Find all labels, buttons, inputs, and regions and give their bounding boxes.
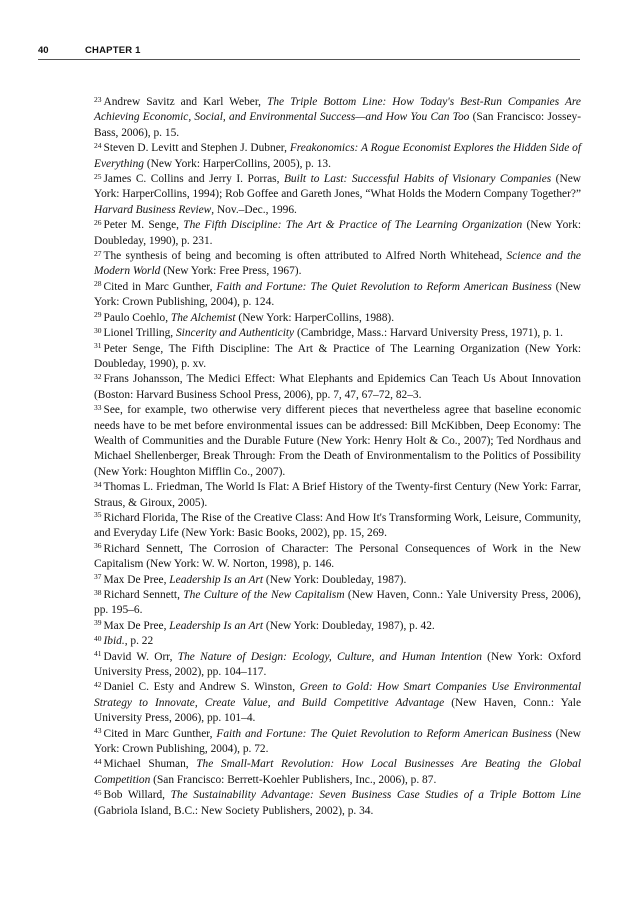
endnote-number: 35: [94, 510, 102, 520]
endnote-number: 25: [94, 171, 102, 181]
endnote-36: [94, 542, 581, 573]
endnote-text: Peter Senge, The Fifth Discipline: The Art & Practice of The Learning Organization (New York: Doubleday, 1990), p. xv.: [94, 342, 581, 370]
endnote-number: 30: [94, 325, 102, 335]
endnote-number: 27: [94, 248, 102, 258]
endnote-title-italic: Ibid.: [103, 635, 125, 648]
endnote-number: 31: [94, 341, 102, 350]
endnote-text: Lionel Trilling,: [103, 327, 176, 340]
endnote-text: Richard Florida, The Rise of the Creative Class: And How It's Transforming Work, Leisure, Community, and Everyday Life (New York: Basic Books, 2002), pp. 15, 269.: [94, 511, 581, 540]
chapter-label: CHAPTER 1: [85, 45, 141, 56]
endnote-text: , Nov.–Dec., 1996.: [211, 203, 297, 216]
endnote-title-italic: Sincerity and Authenticity: [175, 327, 295, 340]
endnote-text: David W. Orr,: [103, 650, 178, 663]
endnote-text: Thomas L. Friedman, The World Is Flat: A Brief History of the Twenty-first Century (New York: Farrar, Straus, & Giroux, 2005).: [94, 481, 581, 509]
endnote-38: [94, 588, 581, 619]
endnote-text: Richard Sennett, The Corrosion of Character: The Personal Consequences of Work in the New Capitalism (New York: W. W. Norton, 1998), p. 146.: [94, 542, 581, 571]
endnote-26: [94, 218, 581, 249]
endnote-text: (Gabriola Island, B.C.: New Society Publishers, 2002), p. 34.: [94, 804, 374, 817]
endnote-number: 34: [94, 479, 102, 489]
endnote-text: Daniel C. Esty and Andrew S. Winston,: [103, 681, 300, 694]
endnote-title-italic: Green to Gold: How Smart Companies Use Environmental Strategy to Innovate, Create Value, and Build Competitive Advantage: [94, 681, 581, 709]
endnote-number: 40: [94, 633, 102, 643]
endnote-number: 41: [94, 649, 102, 659]
endnote-41: [94, 650, 581, 681]
endnote-37: [94, 573, 581, 588]
endnote-45: [94, 788, 581, 819]
endnote-number: 38: [94, 587, 102, 597]
endnote-number: 45: [94, 787, 102, 797]
endnote-number: 29: [94, 310, 102, 320]
endnote-number: 23: [94, 94, 102, 104]
endnote-39: [94, 619, 581, 634]
endnote-40: [94, 634, 581, 649]
endnote-44: [94, 757, 581, 788]
endnote-text: Cited in Marc Gunther,: [103, 280, 217, 293]
endnote-title-italic: Leadership Is an Art: [169, 619, 264, 632]
endnote-number: 36: [94, 541, 102, 551]
endnote-text: (New York: HarperCollins, 2005), p. 13.: [143, 157, 331, 170]
endnote-number: 39: [94, 618, 102, 628]
endnote-text: James C. Collins and Jerry I. Porras,: [103, 173, 284, 186]
endnote-number: 24: [94, 140, 102, 150]
endnote-text: Max De Pree,: [103, 573, 170, 586]
endnote-title-italic: Leadership Is an Art: [169, 573, 264, 586]
endnote-27: [94, 249, 581, 280]
endnote-title-italic: Science and the Modern World: [94, 250, 581, 278]
endnote-number: 44: [94, 756, 102, 766]
endnote-title-italic: Harvard Business Review: [94, 203, 212, 216]
endnote-35: [94, 511, 581, 542]
endnote-title-italic: The Sustainability Advantage: Seven Business Case Studies of a Triple Bottom Line: [170, 789, 581, 802]
endnote-text: (Cambridge, Mass.: Harvard University Press, 1971), p. 1.: [294, 327, 563, 340]
endnote-34: [94, 480, 581, 511]
endnote-number: 32: [94, 371, 102, 381]
endnote-33: [94, 403, 581, 480]
endnote-43: [94, 727, 581, 758]
endnote-24: [94, 141, 581, 172]
endnote-text: (San Francisco: Berrett-Koehler Publishers, Inc., 2006), p. 87.: [150, 773, 437, 786]
endnote-text: Frans Johansson, The Medici Effect: What Elephants and Epidemics Can Teach Us About Innovation (Boston: Harvard Business School Press, 2006), pp. 7, 47, 67–72, 82–3.: [94, 373, 581, 401]
endnote-title-italic: The Nature of Design: Ecology, Culture, and Human Intention: [177, 650, 482, 663]
endnote-text: Steven D. Levitt and Stephen J. Dubner,: [103, 142, 290, 155]
endnote-text: The synthesis of being and becoming is often attributed to Alfred North Whitehead,: [103, 250, 507, 263]
endnote-25: [94, 172, 581, 218]
endnote-text: (New York: Crown Publishing, 2004), p. 72.: [94, 727, 581, 756]
endnote-text: Andrew Savitz and Karl Weber,: [103, 96, 268, 108]
endnote-title-italic: The Culture of the New Capitalism: [183, 589, 345, 601]
endnote-number: 42: [94, 679, 102, 689]
endnote-title-italic: The Triple Bottom Line: How Today's Best-Run Companies Are Achieving Economic, Social, and Environmental Success—and How You Can Too: [94, 96, 581, 124]
endnote-text: (New York: HarperCollins, 1994); Rob Goffee and Gareth Jones, “What Holds the Modern Company Together?”: [94, 173, 582, 201]
endnote-text: Richard Sennett,: [103, 589, 184, 601]
endnote-28: [94, 280, 581, 311]
endnote-text: Bob Willard,: [103, 789, 171, 802]
endnote-30: [94, 326, 581, 341]
endnote-text: (New York: HarperCollins, 1988).: [235, 311, 395, 324]
endnote-32: [94, 372, 581, 403]
endnote-text: (New York: Doubleday, 1987).: [263, 573, 407, 586]
endnote-text: Peter M. Senge,: [103, 219, 184, 232]
endnote-text: (New York: Doubleday, 1987), p. 42.: [263, 619, 435, 632]
endnote-text: Michael Shuman,: [103, 758, 197, 771]
endnote-text: (New York: Oxford University Press, 2002), pp. 104–117.: [94, 650, 581, 679]
endnote-number: 28: [94, 279, 102, 289]
endnote-title-italic: The Alchemist: [170, 311, 236, 324]
endnote-title-italic: The Fifth Discipline: The Art & Practice of The Learning Organization: [183, 219, 523, 232]
endnote-text: , p. 22: [124, 635, 154, 648]
endnotes-list: [94, 95, 581, 819]
endnote-text: (San Francisco: Jossey-Bass, 2006), p. 15.: [94, 111, 581, 139]
endnote-text: See, for example, two otherwise very different pieces that nevertheless agree that baseline economic needs have to be met before environmental issues can be addressed: Bill McKibben, Deep Economy: The Wealth of Communities and the Durable Future (New York: Henry Holt & Co., 2007); Ted Nordhaus and Michael Shellenberger, Break Through: From the Death of Environmentalism to the Politics of Possibility (New York: Houghton Mifflin Co., 2007).: [94, 404, 581, 478]
endnote-title-italic: Faith and Fortune: The Quiet Revolution to Reform American Business: [216, 727, 552, 740]
page-number: 40: [38, 45, 49, 56]
running-header: [38, 45, 580, 60]
endnote-number: 43: [94, 726, 102, 736]
endnote-title-italic: Built to Last: Successful Habits of Visionary Companies: [283, 173, 552, 186]
endnote-number: 33: [94, 402, 102, 412]
endnote-23: [94, 95, 581, 141]
endnote-29: [94, 311, 581, 326]
endnote-31: [94, 342, 581, 373]
endnote-text: (New York: Free Press, 1967).: [160, 265, 302, 278]
endnote-text: Paulo Coehlo,: [103, 311, 171, 324]
endnote-title-italic: Faith and Fortune: The Quiet Revolution to Reform American Business: [216, 280, 552, 293]
endnote-number: 26: [94, 217, 102, 227]
endnote-text: (New Haven, Conn.: Yale University Press, 2006), pp. 101–4.: [94, 696, 582, 725]
endnote-text: Cited in Marc Gunther,: [103, 727, 217, 740]
endnote-number: 37: [94, 572, 102, 582]
endnote-text: (New York: Doubleday, 1990), p. 231.: [94, 219, 581, 247]
endnote-text: Max De Pree,: [103, 619, 170, 632]
endnote-title-italic: Freakonomics: A Rogue Economist Explores the Hidden Side of Everything: [94, 142, 581, 170]
endnote-text: (New Haven, Conn.: Yale University Press, 2006), pp. 195–6.: [94, 589, 581, 617]
endnote-text: (New York: Crown Publishing, 2004), p. 124.: [94, 280, 581, 309]
endnote-title-italic: The Small-Mart Revolution: How Local Businesses Are Beating the Global Competition: [94, 758, 582, 786]
endnote-42: [94, 680, 581, 726]
